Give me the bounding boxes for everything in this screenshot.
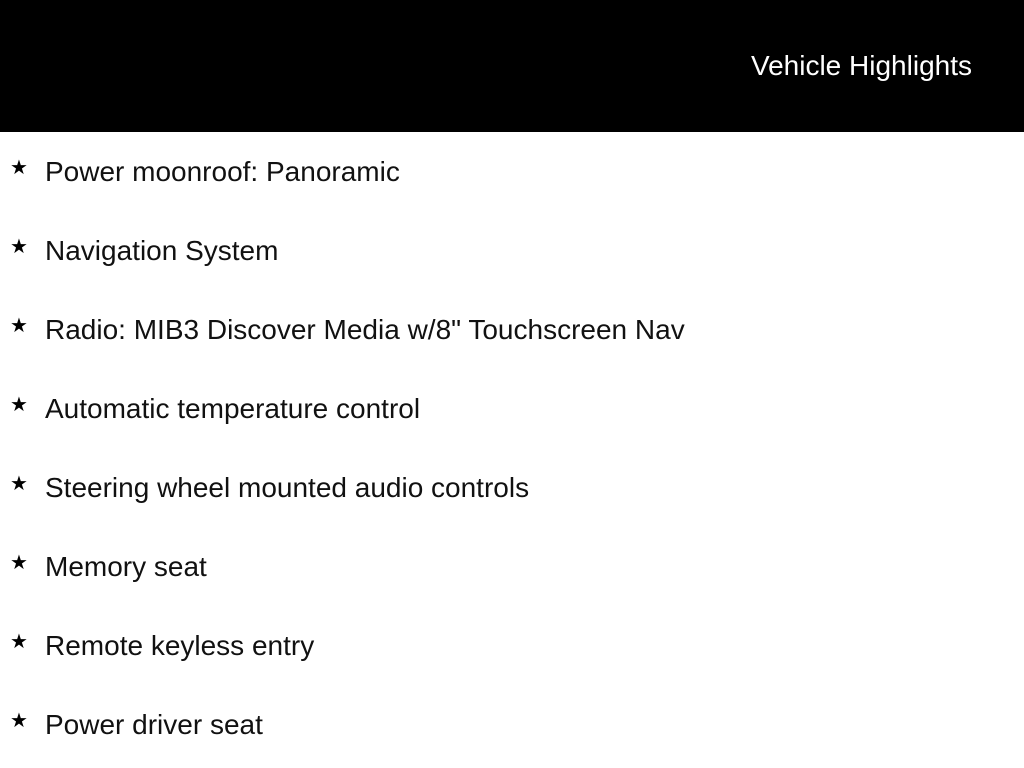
star-icon: ★ [10,157,28,179]
list-item [0,211,1024,290]
star-icon: ★ [10,552,28,574]
list-item [0,290,1024,369]
highlight-label: Memory seat [45,551,207,582]
star-icon: ★ [10,315,28,337]
header-bar [0,0,1024,132]
page-title: Vehicle Highlights [750,50,972,81]
list-item [0,132,1024,211]
highlight-label: Automatic temperature control [45,393,421,424]
highlight-label: Steering wheel mounted audio controls [45,472,530,503]
highlight-label: Power driver seat [45,709,263,740]
list-item [0,606,1024,685]
star-icon: ★ [10,236,28,258]
list-item [0,369,1024,448]
highlight-label: Navigation System [45,235,279,266]
star-icon: ★ [10,473,28,495]
list-item [0,527,1024,606]
highlights-list [0,132,1024,764]
star-icon: ★ [10,710,28,732]
list-item [0,448,1024,527]
highlight-label: Radio: MIB3 Discover Media w/8" Touchscreen Nav [45,314,685,345]
list-item [0,685,1024,764]
star-icon: ★ [10,394,28,416]
highlight-label: Power moonroof: Panoramic [45,156,400,187]
highlight-label: Remote keyless entry [45,630,315,661]
star-icon: ★ [10,631,28,653]
